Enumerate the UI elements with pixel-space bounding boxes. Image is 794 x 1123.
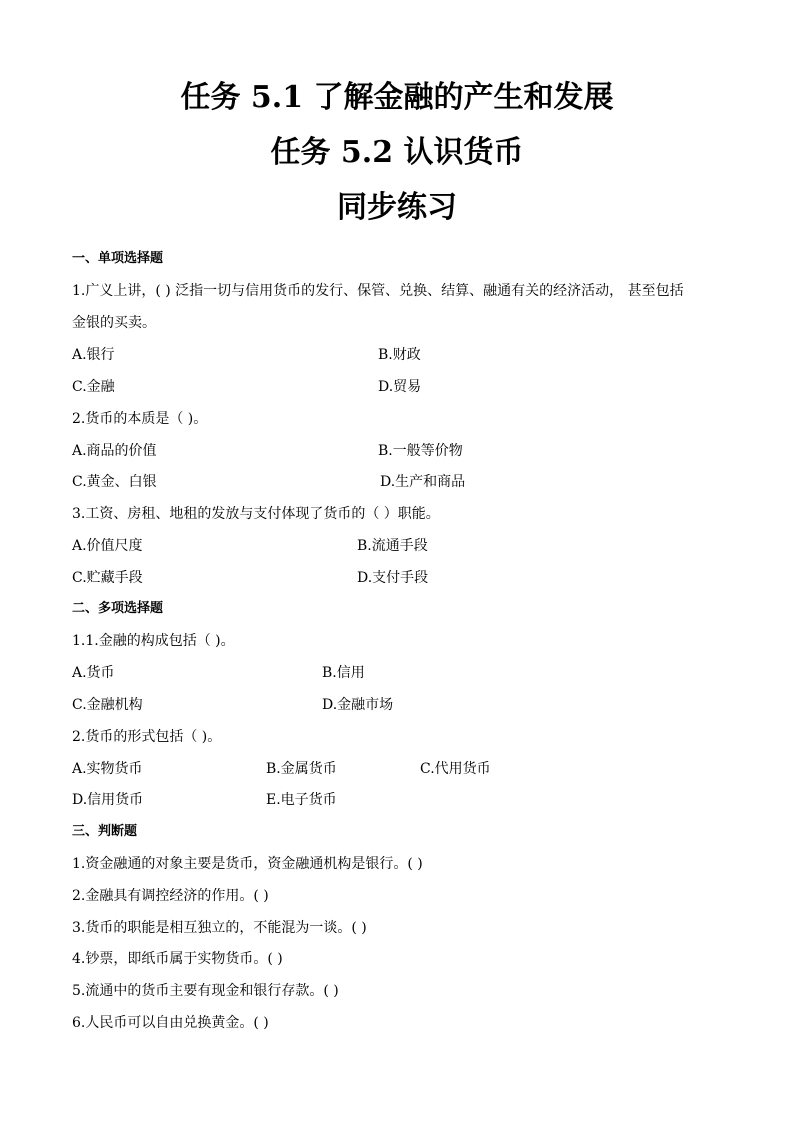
- judge-item: 4.钞票，即纸币属于实物货币。( ): [72, 951, 283, 967]
- option-c: C.贮藏手段: [72, 570, 143, 586]
- option-a: A.价值尺度: [72, 538, 143, 554]
- title-task-5-1: 任务 5.1 了解金融的产生和发展: [180, 80, 614, 115]
- option-a: A.货币: [72, 665, 115, 681]
- question-text: 2.货币的本质是（ )。: [72, 411, 208, 427]
- option-c: C.金融机构: [72, 697, 143, 713]
- title-task-5-2: 任务 5.2 认识货币: [270, 135, 524, 170]
- question-text: 1.1.金融的构成包括（ )。: [72, 633, 235, 649]
- section-heading-single-choice: 一、单项选择题: [72, 251, 164, 266]
- option-b: B.流通手段: [357, 538, 428, 554]
- judge-item: 5.流通中的货币主要有现金和银行存款。( ): [72, 983, 339, 999]
- section-heading-multi-choice: 二、多项选择题: [72, 601, 164, 616]
- option-a: A.商品的价值: [72, 443, 157, 459]
- question-text: 3.工资、房租、地租的发放与支付体现了货币的（ ）职能。: [72, 506, 440, 522]
- judge-item: 3.货币的职能是相互独立的，不能混为一谈。( ): [72, 920, 367, 936]
- question-text: 1.广义上讲，( ) 泛指一切与信用货币的发行、保管、兑换、结算、融通有关的经济活动， 甚至包括: [72, 283, 684, 299]
- option-b: B.财政: [378, 347, 421, 363]
- option-d: D.支付手段: [357, 570, 429, 586]
- option-c: C.金融: [72, 379, 115, 395]
- question-text: 金银的买卖。: [72, 315, 156, 331]
- judge-item: 6.人民币可以自由兑换黄金。( ): [72, 1015, 269, 1031]
- option-e: E.电子货币: [266, 792, 337, 808]
- option-c: C.黄金、白银: [72, 474, 157, 490]
- option-c: C.代用货币: [420, 761, 491, 777]
- judge-item: 1.资金融通的对象主要是货币，资金融通机构是银行。( ): [72, 856, 423, 872]
- option-a: A.实物货币: [72, 761, 143, 777]
- question-text: 2.货币的形式包括（ )。: [72, 729, 222, 745]
- option-a: A.银行: [72, 347, 115, 363]
- judge-item: 2.金融具有调控经济的作用。( ): [72, 888, 269, 904]
- option-d: D.信用货币: [72, 792, 144, 808]
- option-b: B.金属货币: [266, 761, 337, 777]
- option-b: B.一般等价物: [378, 443, 463, 459]
- option-d: D.生产和商品: [380, 474, 466, 490]
- option-d: D.贸易: [378, 379, 422, 395]
- option-b: B.信用: [322, 665, 365, 681]
- section-heading-true-false: 三、判断题: [72, 824, 138, 839]
- option-d: D.金融市场: [322, 697, 394, 713]
- title-practice: 同步练习: [337, 190, 457, 225]
